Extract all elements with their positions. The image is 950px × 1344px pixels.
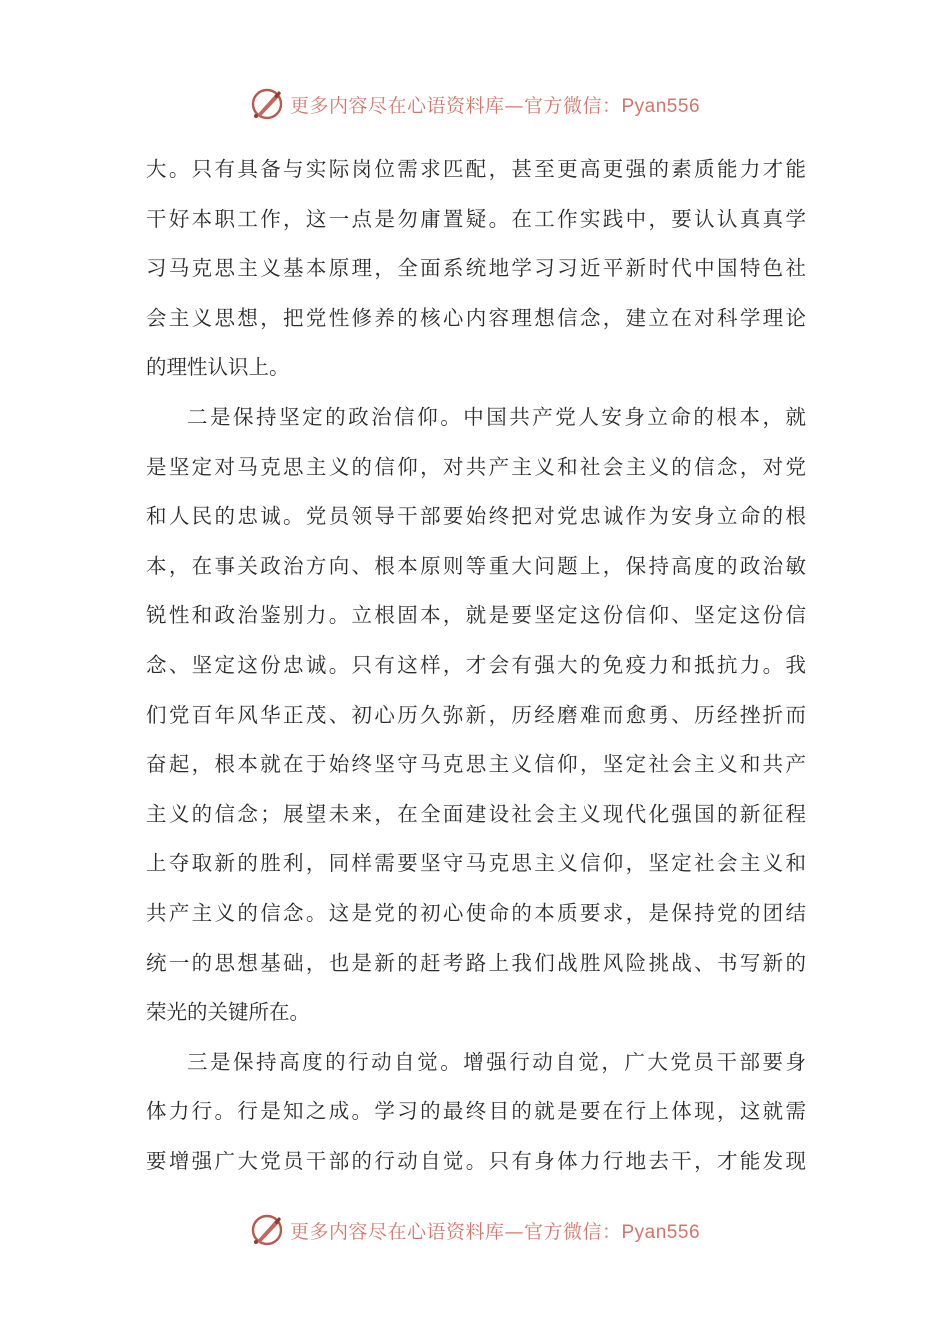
body-line: 共产主义的信念。这是党的初心使命的本质要求，是保持党的团结 bbox=[146, 900, 806, 925]
body-line: 是坚定对马克思主义的信仰，对共产主义和社会主义的信念，对党 bbox=[146, 454, 806, 479]
body-line: 们党百年风华正茂、初心历久弥新，历经磨难而愈勇、历经挫折而 bbox=[146, 702, 806, 727]
footer-watermark bbox=[0, 1210, 950, 1250]
body-line: 锐性和政治鉴别力。立根固本，就是要坚定这份信仰、坚定这份信 bbox=[146, 603, 806, 628]
body-line: 会主义思想，把党性修养的核心内容理想信念，建立在对科学理论 bbox=[146, 305, 806, 330]
paragraph-start-line: 三是保持高度的行动自觉。增强行动自觉，广大党员干部要身 bbox=[187, 1049, 806, 1074]
body-line: 统一的思想基础，也是新的赶考路上我们战胜风险挑战、书写新的 bbox=[146, 950, 806, 975]
paragraph-start-line: 二是保持坚定的政治信仰。中国共产党人安身立命的根本，就 bbox=[187, 404, 806, 429]
body-line: 奋起，根本就在于始终坚守马克思主义信仰，坚定社会主义和共产 bbox=[146, 752, 806, 777]
body-line: 习马克思主义基本原理，全面系统地学习习近平新时代中国特色社 bbox=[146, 256, 806, 281]
pen-logo-icon bbox=[250, 87, 284, 121]
body-line: 大。只有具备与实际岗位需求匹配，甚至更高更强的素质能力才能 bbox=[146, 157, 806, 181]
body-line: 本，在事关政治方向、根本原则等重大问题上，保持高度的政治敏 bbox=[146, 553, 806, 578]
body-line: 和人民的忠诚。党员领导干部要始终把对党忠诚作为安身立命的根 bbox=[146, 504, 806, 529]
pen-logo-icon bbox=[250, 1213, 284, 1247]
header-watermark bbox=[0, 84, 950, 124]
watermark-text: 更多内容尽在心语资料库—官方微信：Pyan556 bbox=[289, 1220, 701, 1243]
body-line: 的理性认识上。 bbox=[146, 355, 290, 380]
document-body bbox=[146, 145, 806, 1186]
watermark-text: 更多内容尽在心语资料库—官方微信：Pyan556 bbox=[289, 94, 701, 117]
watermark-wechat-id: Pyan556 bbox=[621, 1221, 701, 1243]
body-line: 荣光的关键所在。 bbox=[146, 1000, 310, 1025]
body-line: 主义的信念；展望未来，在全面建设社会主义现代化强国的新征程 bbox=[146, 801, 806, 826]
body-line: 干好本职工作，这一点是勿庸置疑。在工作实践中，要认认真真学 bbox=[146, 206, 806, 231]
watermark-wechat-id: Pyan556 bbox=[621, 95, 701, 117]
body-line: 上夺取新的胜利，同样需要坚守马克思主义信仰，坚定社会主义和 bbox=[146, 851, 806, 876]
body-line: 体力行。行是知之成。学习的最终目的就是要在行上体现，这就需 bbox=[146, 1099, 806, 1124]
body-line: 要增强广大党员干部的行动自觉。只有身体力行地去干，才能发现 bbox=[146, 1148, 806, 1173]
body-line: 念、坚定这份忠诚。只有这样，才会有强大的免疫力和抵抗力。我 bbox=[146, 652, 806, 677]
